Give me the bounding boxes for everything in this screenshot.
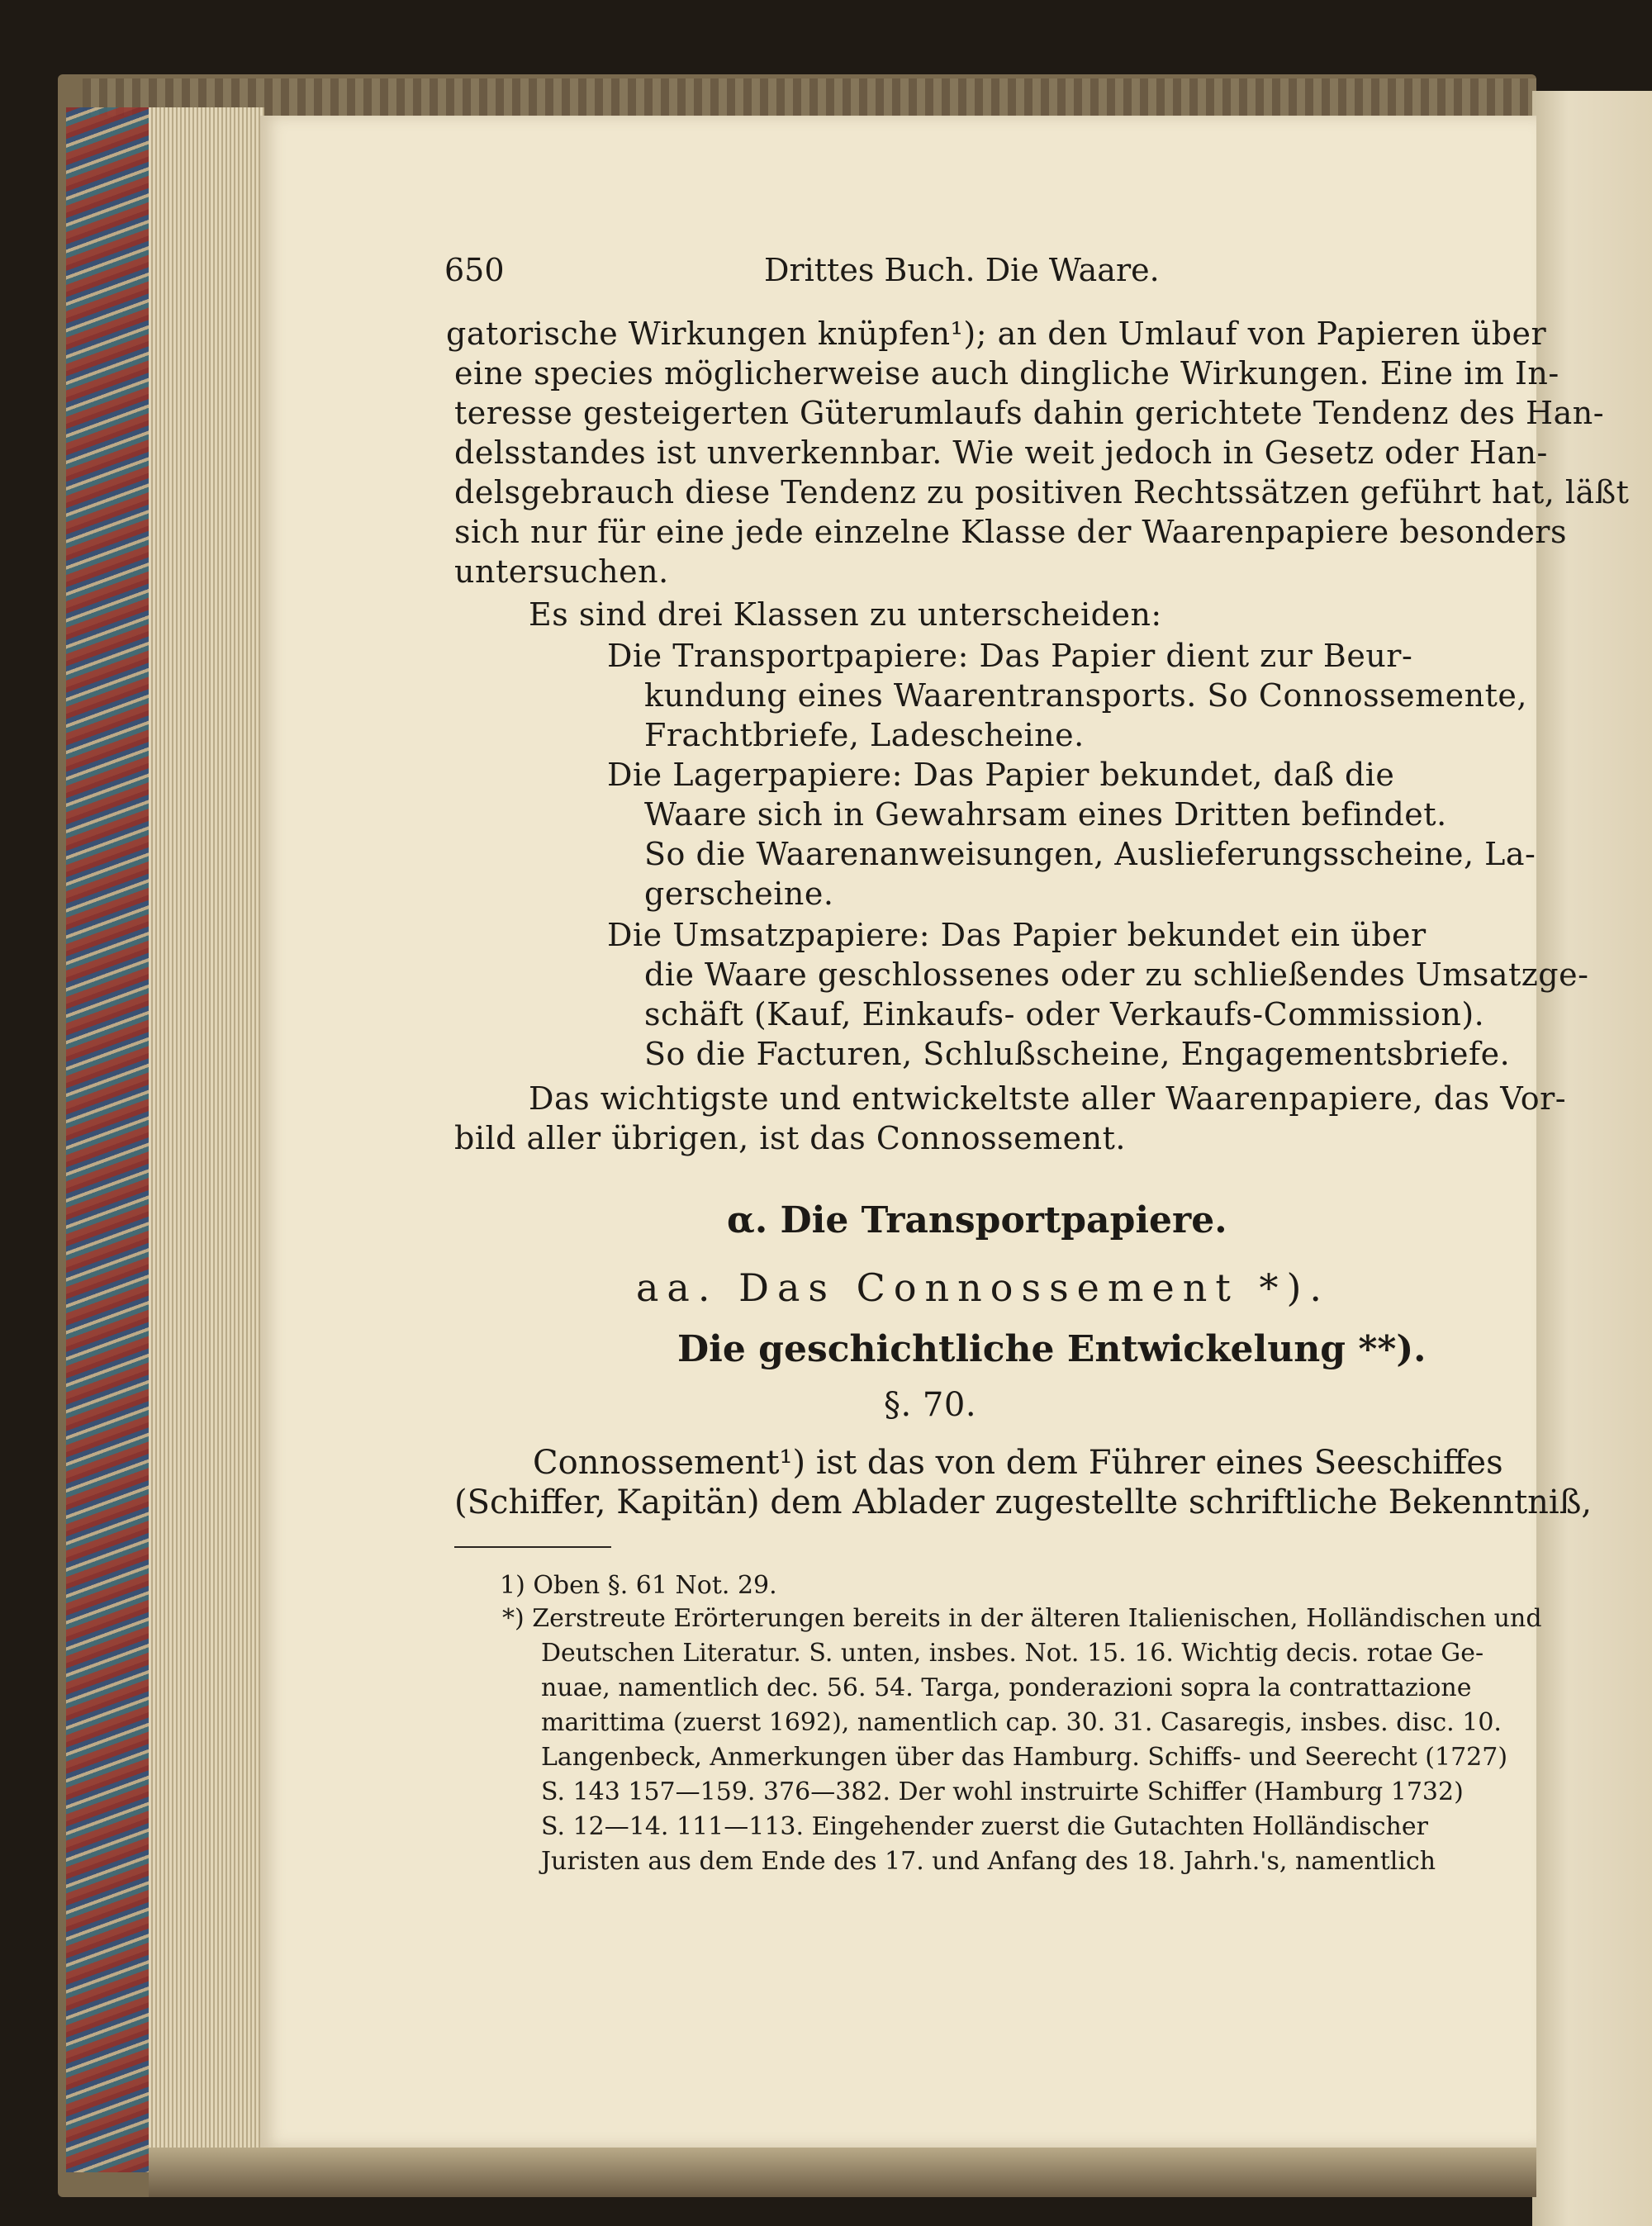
section-line: Connossement¹) ist das von dem Führer eines Seeschiffes <box>533 1444 1503 1482</box>
footnote-line: 1) Oben §. 61 Not. 29. <box>500 1571 777 1600</box>
footnote-line: *) Zerstreute Erörterungen bereits in der älteren Italienischen, Holländischen und <box>502 1604 1542 1633</box>
footnote-line: S. 143 157—159. 376—382. Der wohl instruirte Schiffer (Hamburg 1732) <box>541 1777 1464 1806</box>
footnote-line: marittima (zuerst 1692), namentlich cap. 30. 31. Casaregis, insbes. disc. 10. <box>541 1708 1502 1737</box>
footnote-line: S. 12—14. 111—113. Eingehender zuerst die Gutachten Holländischer <box>541 1812 1428 1841</box>
class-line: Die Lagerpapiere: Das Papier bekundet, daß die <box>607 757 1395 793</box>
footnote-line: nuae, namentlich dec. 56. 54. Targa, ponderazioni sopra la contrattazione <box>541 1673 1472 1702</box>
running-title: Drittes Buch. Die Waare. <box>764 252 1160 288</box>
class-line: schäft (Kauf, Einkaufs- oder Verkaufs-Commission). <box>644 996 1485 1032</box>
class-line: So die Waarenanweisungen, Auslieferungsscheine, La- <box>644 836 1536 872</box>
book-top-edge <box>83 78 1536 116</box>
class-line: Waare sich in Gewahrsam eines Dritten befindet. <box>644 796 1447 833</box>
section-number: §. 70. <box>884 1386 977 1424</box>
class-line: Die Umsatzpapiere: Das Papier bekundet ein über <box>607 917 1427 953</box>
class-line: Frachtbriefe, Ladescheine. <box>644 717 1085 753</box>
body-line: gatorische Wirkungen knüpfen¹); an den Umlauf von Papieren über <box>446 316 1547 352</box>
book-bottom-edge <box>149 2148 1536 2197</box>
summary-line: bild aller übrigen, ist das Connossement. <box>454 1120 1126 1156</box>
class-line: gerscheine. <box>644 876 834 912</box>
heading-connossement: aa. Das Connossement *). <box>636 1265 1331 1310</box>
footnote-rule <box>454 1546 611 1548</box>
intro-line: Es sind drei Klassen zu unterscheiden: <box>529 596 1162 633</box>
body-line: sich nur für eine jede einzelne Klasse der Waarenpapiere besonders <box>454 514 1567 550</box>
class-line: So die Facturen, Schlußscheine, Engagementsbriefe. <box>644 1036 1511 1072</box>
body-line: delsstandes ist unverkennbar. Wie weit jedoch in Gesetz oder Han- <box>454 434 1548 471</box>
section-line: (Schiffer, Kapitän) dem Ablader zugestellte schriftliche Bekenntniß, <box>454 1483 1593 1521</box>
body-line: teresse gesteigerten Güterumlaufs dahin gerichtete Tendenz des Han- <box>454 395 1605 431</box>
body-line: delsgebrauch diese Tendenz zu positiven Rechtssätzen geführt hat, läßt <box>454 474 1630 510</box>
class-line: kundung eines Waarentransports. So Connossemente, <box>644 677 1527 714</box>
heading-history: Die geschichtliche Entwickelung **). <box>677 1328 1427 1370</box>
class-line: Die Transportpapiere: Das Papier dient zur Beur- <box>607 638 1413 674</box>
footnote-line: Juristen aus dem Ende des 17. und Anfang des 18. Jahrh.'s, namentlich <box>541 1847 1436 1876</box>
body-line: eine species möglicherweise auch dingliche Wirkungen. Eine im In- <box>454 355 1559 392</box>
body-line: untersuchen. <box>454 553 669 590</box>
summary-line: Das wichtigste und entwickeltste aller Waarenpapiere, das Vor- <box>529 1080 1567 1117</box>
footnote-line: Langenbeck, Anmerkungen über das Hamburg. Schiffs- und Seerecht (1727) <box>541 1743 1508 1772</box>
marbled-edge <box>66 107 149 2172</box>
footnote-line: Deutschen Literatur. S. unten, insbes. Not. 15. 16. Wichtig decis. rotae Ge- <box>541 1639 1484 1668</box>
page-number: 650 <box>444 252 505 288</box>
class-line: die Waare geschlossenes oder zu schließendes Umsatzge- <box>644 956 1589 993</box>
page-stack <box>149 107 264 2181</box>
heading-transportpapiere: α. Die Transportpapiere. <box>727 1199 1227 1241</box>
